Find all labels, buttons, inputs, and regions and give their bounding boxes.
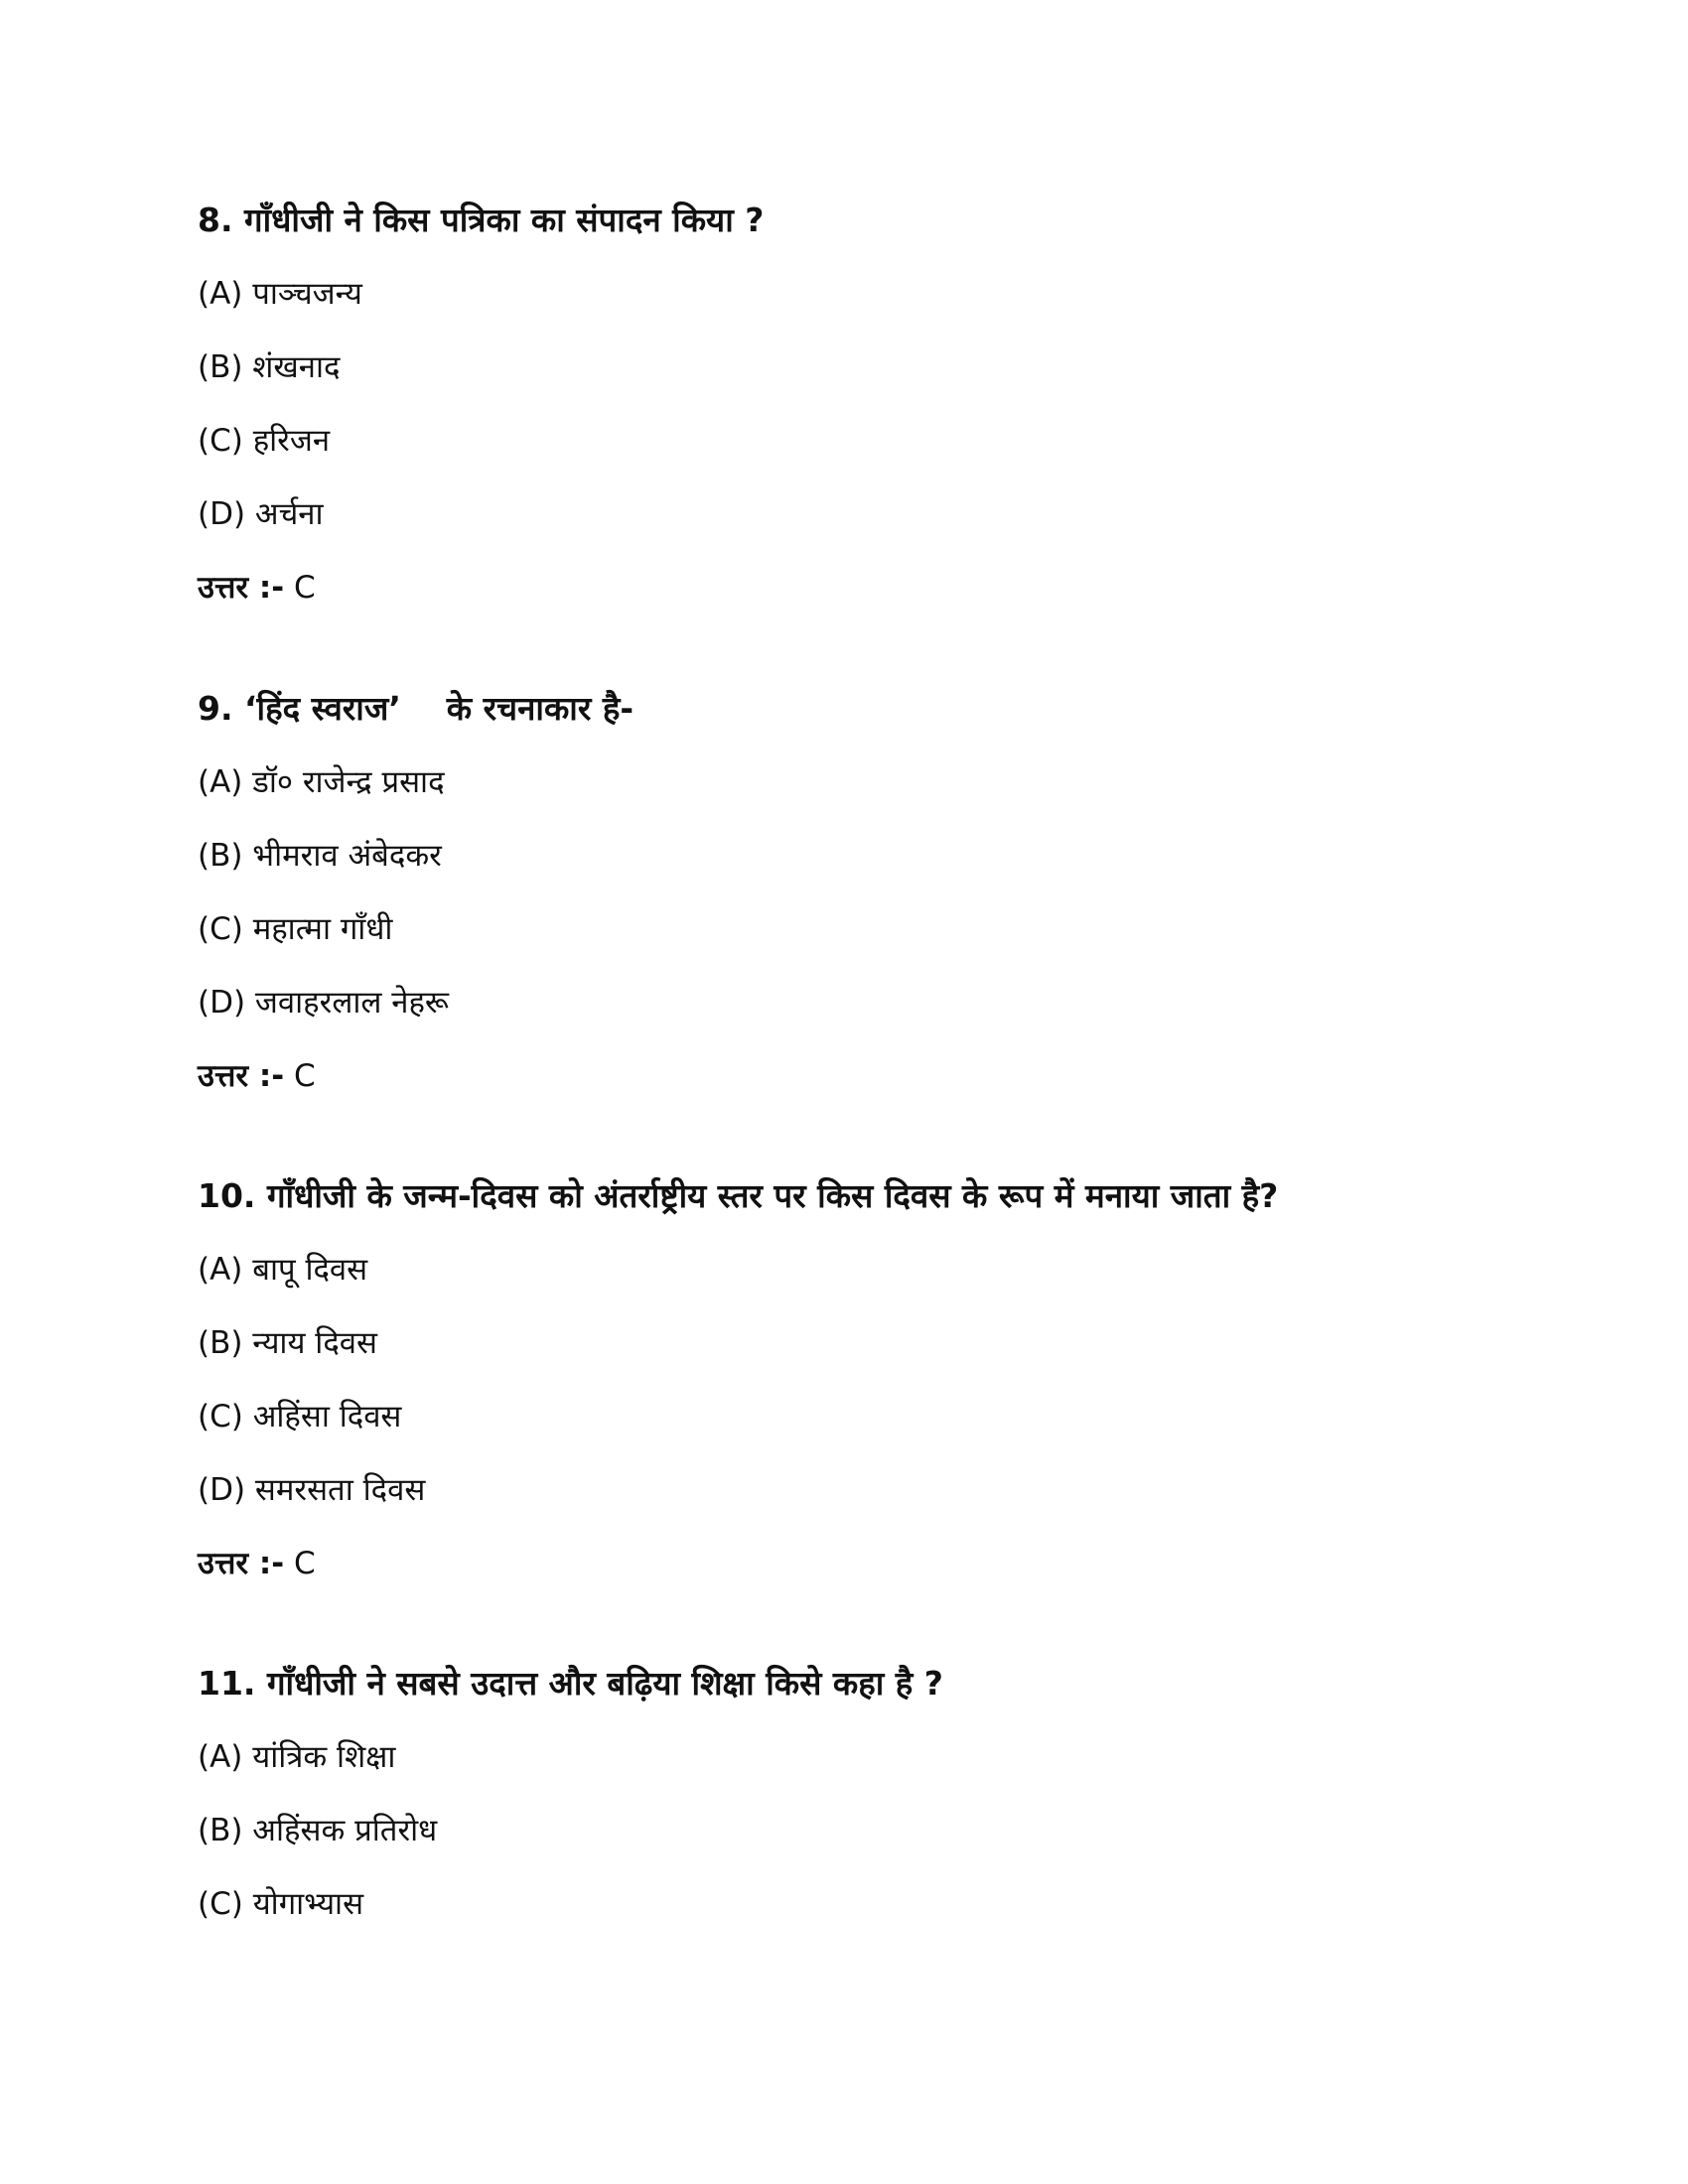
answer-label: उत्तर :- bbox=[198, 1058, 285, 1094]
option-d: (D) अर्चना bbox=[198, 496, 324, 532]
answer-value: C bbox=[294, 1546, 316, 1581]
question-title: 8. गाँधीजी ने किस पत्रिका का संपादन किया ? bbox=[198, 201, 765, 239]
option-a: (A) यांत्रिक शिक्षा bbox=[198, 1739, 396, 1775]
option-b: (B) भीमराव अंबेदकर bbox=[198, 838, 442, 874]
option-c: (C) अहिंसा दिवस bbox=[198, 1399, 402, 1434]
answer-label: उत्तर :- bbox=[198, 1546, 285, 1581]
answer bbox=[198, 564, 316, 612]
answer bbox=[198, 1540, 316, 1587]
question-title: 9. ‘हिंद स्वराज’ के रचनाकार है- bbox=[198, 689, 634, 728]
answer-label: उत्तर :- bbox=[198, 570, 285, 606]
option-c: (C) महात्मा गाँधी bbox=[198, 911, 393, 947]
answer bbox=[198, 1052, 316, 1100]
option-d: (D) जवाहरलाल नेहरू bbox=[198, 985, 449, 1021]
option-b: (B) अहिंसक प्रतिरोध bbox=[198, 1813, 438, 1848]
option-b: (B) न्याय दिवस bbox=[198, 1325, 377, 1361]
question-title: 11. गाँधीजी ने सबसे उदात्त और बढ़िया शिक्षा किसे कहा है ? bbox=[198, 1664, 943, 1703]
option-a: (A) बापू दिवस bbox=[198, 1252, 368, 1288]
answer-value: C bbox=[294, 570, 316, 606]
option-a: (A) डॉ० राजेन्द्र प्रसाद bbox=[198, 764, 445, 800]
option-c: (C) योगाभ्यास bbox=[198, 1886, 364, 1922]
answer-value: C bbox=[294, 1058, 316, 1094]
option-d: (D) समरसता दिवस bbox=[198, 1472, 426, 1508]
option-b: (B) शंखनाद bbox=[198, 349, 341, 385]
option-a: (A) पाञ्चजन्य bbox=[198, 276, 362, 312]
option-c: (C) हरिजन bbox=[198, 423, 331, 459]
question-title: 10. गाँधीजी के जन्म-दिवस को अंतर्राष्ट्रीय स्तर पर किस दिवस के रूप में मनाया जाता है? bbox=[198, 1176, 1279, 1215]
